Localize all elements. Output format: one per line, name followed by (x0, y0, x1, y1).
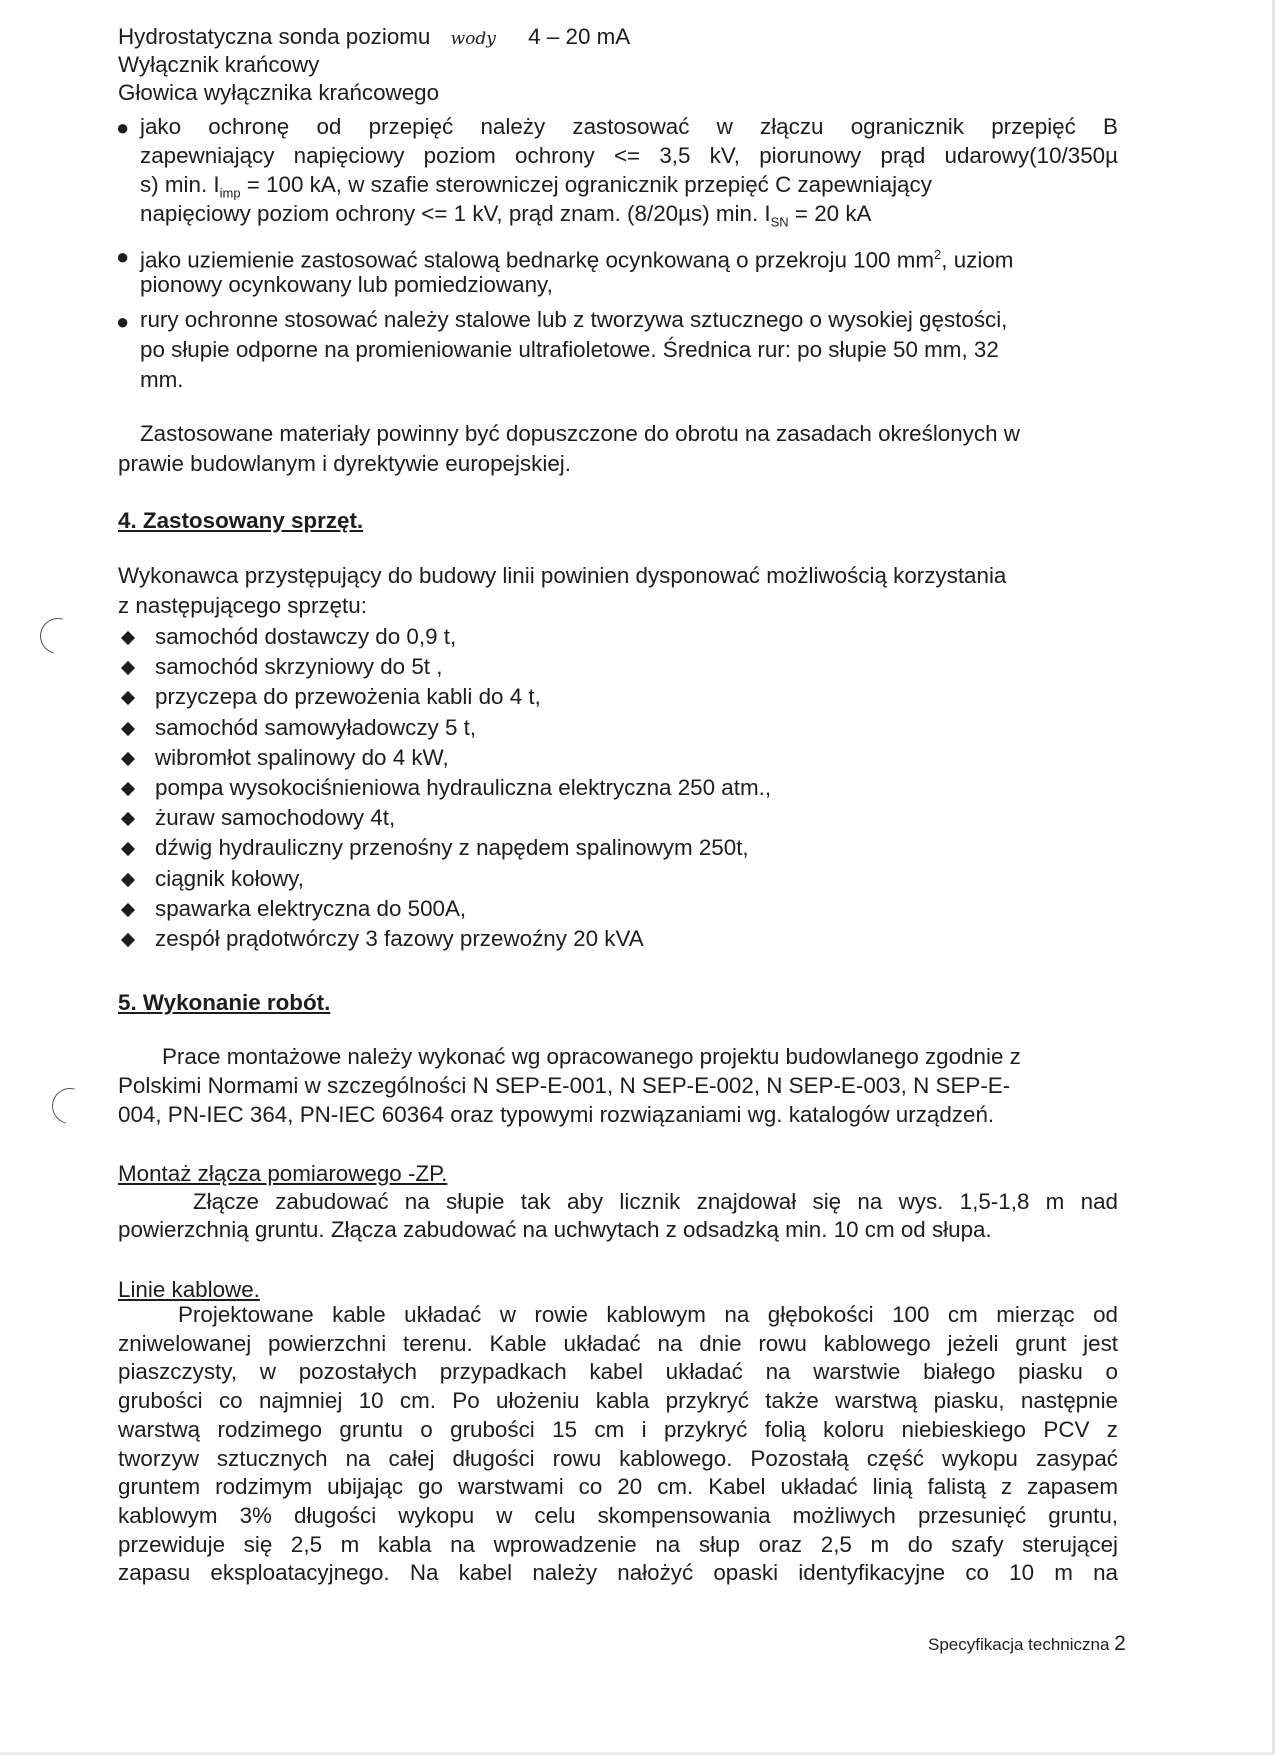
diamond-bullet-icon (121, 752, 135, 766)
cables-text-line: piaszczysty, w pozostałych przypadkach kabel układać na warstwie białego piasku o (118, 1359, 1118, 1385)
equipment-item: samochód skrzyniowy do 5t , (155, 654, 443, 680)
section-5-p1-line-3: 004, PN-IEC 364, PN-IEC 60364 oraz typowymi rozwiązaniami wg. katalogów urządzeń. (118, 1102, 995, 1127)
subsection-zp-line-1: Złącze zabudować na słupie tak aby licznik znajdował się na wys. 1,5-1,8 m nad (193, 1189, 1118, 1214)
handwritten-note: wody (450, 29, 496, 49)
bullet-dot-icon: ● (116, 115, 130, 140)
subsection-cables-heading: Linie kablowe. (118, 1277, 260, 1302)
equipment-item: samochód samowyładowczy 5 t, (155, 714, 477, 740)
bullet-dot-icon: ● (116, 309, 130, 334)
equipment-item: przyczepa do przewożenia kabli do 4 t, (155, 684, 541, 710)
subsection-zp-line-2: powierzchnią gruntu. Złącza zabudować na uchwytach z odsadzką min. 10 cm od słupa. (118, 1217, 992, 1242)
diamond-bullet-icon (121, 782, 135, 796)
bullet-3-line-3: mm. (140, 367, 184, 392)
diamond-bullet-icon (121, 722, 135, 736)
cables-text-line: tworzyw sztucznych na całej długości rowu kablowego. Pozostałą część wykopu zasypać (118, 1445, 1118, 1471)
equipment-item: wibromłot spalinowy do 4 kW, (155, 744, 449, 770)
equipment-item: dźwig hydrauliczny przenośny z napędem spalinowym 250t, (155, 835, 749, 861)
bullet-1-line-1: jako ochronę od przepięć należy zastosować w złączu ogranicznik przepięć B (140, 114, 1118, 139)
cables-text-line: warstwą rodzimego gruntu o grubości 15 cm i przykryć folią koloru niebieskiego PCV z (118, 1416, 1118, 1442)
punch-hole-mark (45, 1081, 94, 1130)
bullet-dot-icon: ● (116, 244, 130, 269)
section-4-heading: 4. Zastosowany sprzęt. (118, 508, 364, 533)
diamond-bullet-icon (121, 903, 135, 917)
section-5-p1-line-1: Prace montażowe należy wykonać wg opracowanego projektu budowlanego zgodnie z (162, 1044, 1021, 1069)
section-5-heading: 5. Wykonanie robót. (118, 990, 331, 1015)
top-line-3: Głowica wyłącznika krańcowego (118, 80, 440, 105)
materials-line-1: Zastosowane materiały powinny być dopuszczone do obrotu na zasadach określonych w (140, 421, 1020, 446)
bullet-2-line-1: jako uziemienie zastosować stalową bednarkę ocynkowaną o przekroju 100 $mm^2$, uziom (140, 247, 1014, 273)
cables-text-line: Projektowane kable układać w rowie kablowym na głębokości 100 cm mierząc od (178, 1302, 1118, 1327)
section-4-intro-1: Wykonawca przystępujący do budowy linii powinien dysponować możliwością korzystania (118, 563, 1007, 588)
cables-text-line: zapasu eksploatacyjnego. Na kabel należy nałożyć opaski identyfikacyjne co 10 m na (118, 1560, 1118, 1586)
diamond-bullet-icon (121, 661, 135, 675)
page-number: 2 (1114, 1632, 1126, 1655)
cables-text-line: kablowym 3% długości wykopu w celu skompensowania możliwych przesunięć gruntu, (118, 1502, 1118, 1528)
equipment-item: samochód dostawczy do 0,9 t, (155, 624, 457, 649)
equipment-item: spawarka elektryczna do 500A, (155, 895, 467, 921)
sonda-range: 4 – 20 mA (528, 24, 631, 49)
sonda-label: Hydrostatyczna sonda poziomu (118, 24, 431, 49)
equipment-item: żuraw samochodowy 4t, (155, 805, 396, 831)
bullet-1-line-4: napięciowy poziom ochrony <= 1 kV, prąd znam. (8/20µs) min. $I_{SN} = 20$ kA (140, 201, 872, 230)
bullet-2-line-2: pionowy ocynkowany lub pomiedziowany, (140, 272, 553, 297)
materials-line-2: prawie budowlanym i dyrektywie europejskiej. (118, 451, 571, 476)
bullet-3-line-1: rury ochronne stosować należy stalowe lub z tworzywa sztucznego o wysokiej gęstości, (140, 307, 1008, 332)
section-5-p1-line-2: Polskimi Normami w szczególności N SEP-E-001, N SEP-E-002, N SEP-E-003, N SEP-E- (118, 1073, 1011, 1098)
diamond-bullet-icon (121, 873, 135, 887)
cables-text-line: grubości co najmniej 10 cm. Po ułożeniu kabla przykryć także warstwą piasku, następnie (118, 1388, 1118, 1414)
top-line-2: Wyłącznik krańcowy (118, 52, 320, 77)
diamond-bullet-icon (121, 631, 135, 645)
footer-label: Specyfikacja techniczna (928, 1635, 1110, 1654)
bullet-1-line-3: s) min. $I_{imp} = 100$ kA, w szafie sterowniczej ogranicznik przepięć C zapewniający (140, 172, 932, 201)
section-4-intro-2: z następującego sprzętu: (118, 593, 367, 618)
subsection-zp-heading: Montaż złącza pomiarowego -ZP. (118, 1161, 448, 1186)
cables-text-line: przewiduje się 2,5 m kabla na wprowadzenie na słup oraz 2,5 m do szafy sterującej (118, 1531, 1118, 1557)
diamond-bullet-icon (121, 842, 135, 856)
diamond-bullet-icon (121, 691, 135, 705)
diamond-bullet-icon (121, 933, 135, 947)
punch-hole-mark (33, 611, 82, 660)
bullet-3-line-2: po słupie odporne na promieniowanie ultrafioletowe. Średnica rur: po słupie 50 mm, 32 (140, 337, 999, 362)
diamond-bullet-icon (121, 812, 135, 826)
bullet-1-line-2: zapewniający napięciowy poziom ochrony <= 3,5 kV, piorunowy prąd udarowy(10/350µ (140, 143, 1118, 168)
equipment-item: zespół prądotwórczy 3 fazowy przewoźny 20 kVA (155, 926, 644, 951)
cables-text-line: zniwelowanej powierzchni terenu. Kable układać na dnie rowu kablowego jeżeli grunt jest (118, 1330, 1118, 1356)
equipment-item: pompa wysokociśnieniowa hydrauliczna elektryczna 250 atm., (155, 775, 772, 800)
equipment-item: ciągnik kołowy, (155, 865, 304, 891)
cables-text-line: gruntem rodzimym ubijając go warstwami co 20 cm. Kabel układać linią falistą z zapasem (118, 1474, 1118, 1500)
page-footer (928, 1633, 1126, 1656)
